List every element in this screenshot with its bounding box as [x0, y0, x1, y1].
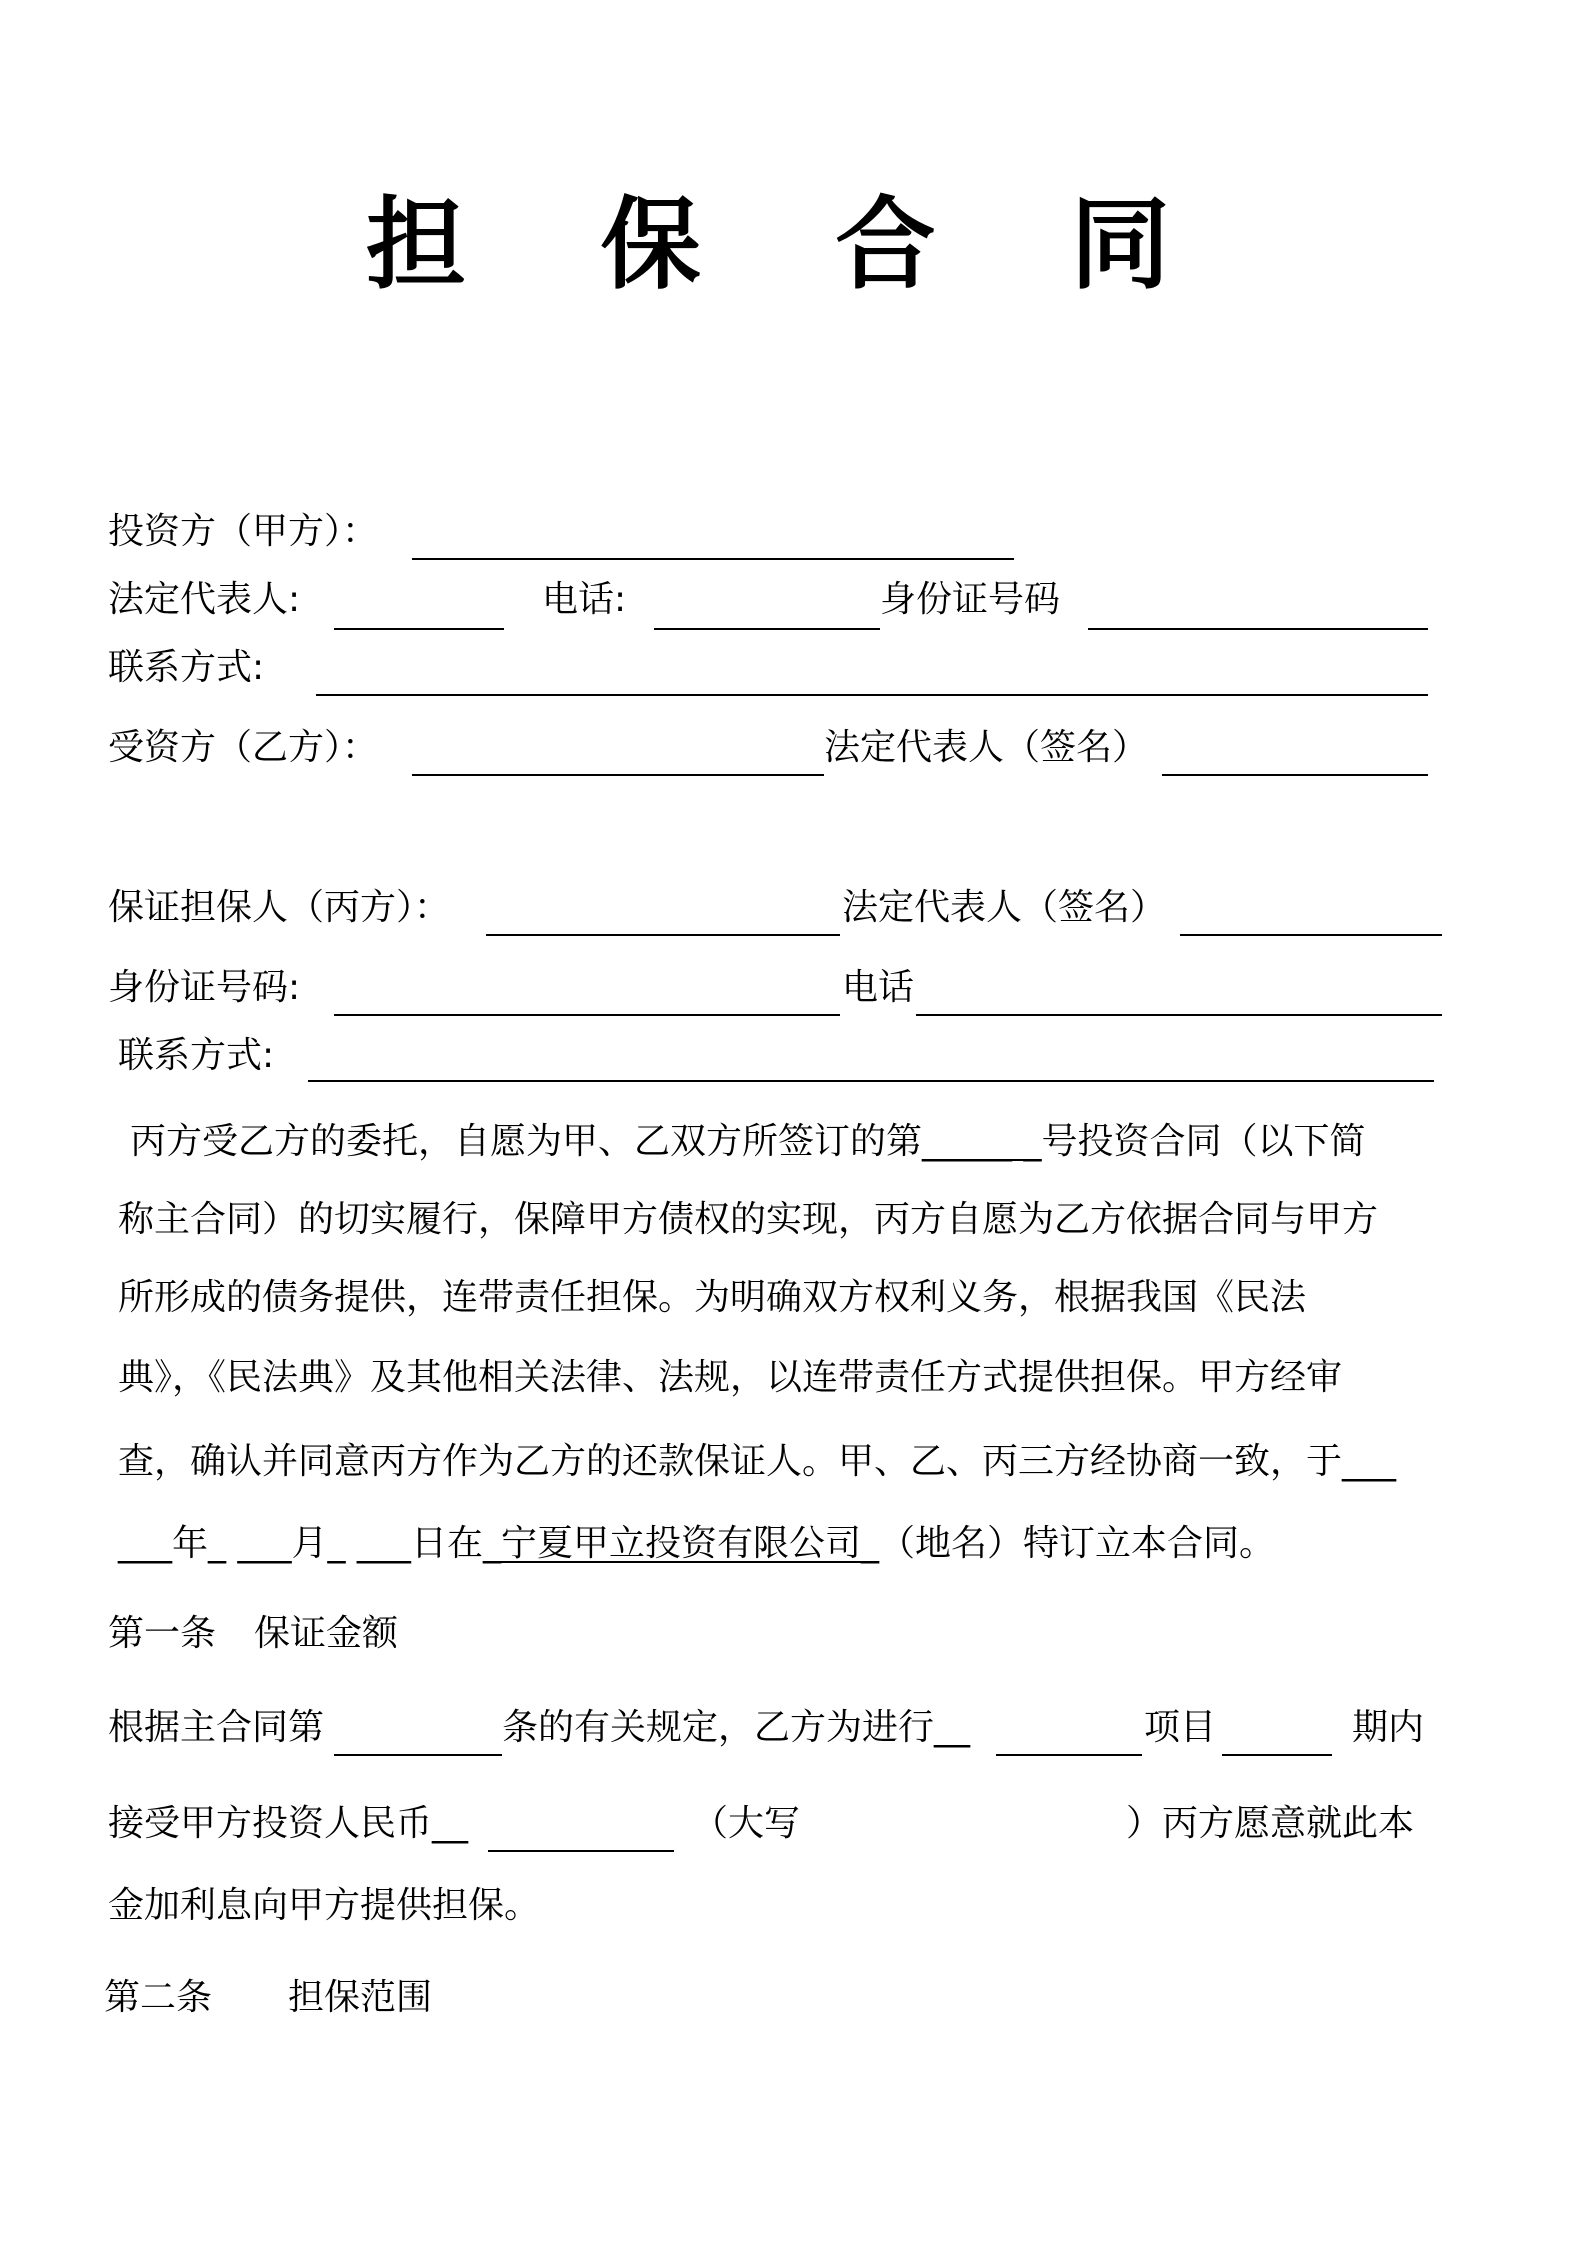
legal-rep-label: 法定代表人: — [108, 579, 301, 620]
article-1-line-2-b: （大写 — [692, 1803, 801, 1844]
contact-label: 联系方式: — [108, 647, 265, 688]
preamble-line-6: ___年_ ___月_ ___日在_宁夏甲立投资有限公司_（地名）特订立本合同。 — [118, 1523, 1275, 1564]
preamble-line-4: 典》，《民法典》及其他相关法律、法规，以连带责任方式提供担保。甲方经审 — [118, 1357, 1343, 1398]
id-number-label: 身份证号码 — [880, 579, 1061, 620]
article-1-line-1-b: 条的有关规定，乙方为进行__ — [502, 1707, 971, 1748]
legal-rep-field[interactable] — [334, 628, 504, 630]
phone-field[interactable] — [654, 628, 880, 630]
amount-field[interactable] — [488, 1850, 674, 1852]
recipient-rep-label: 法定代表人（签名） — [824, 727, 1149, 768]
guarantor-rep-label: 法定代表人（签名） — [842, 887, 1167, 928]
investor-name-field[interactable] — [412, 558, 1014, 560]
guarantor-phone-field[interactable] — [916, 1014, 1442, 1016]
day-blank[interactable]: _ ___ — [327, 1523, 411, 1564]
place-name: _宁夏甲立投资有限公司_ — [482, 1523, 879, 1564]
article-1-line-1-d: 期内 — [1352, 1707, 1425, 1748]
article-1-line-3: 金加利息向甲方提供担保。 — [108, 1885, 541, 1926]
article-number-field[interactable] — [334, 1754, 502, 1756]
preamble-line-2: 称主合同）的切实履行，保障甲方债权的实现，丙方自愿为乙方依据合同与甲方 — [118, 1199, 1379, 1240]
year-blank[interactable]: ___ — [118, 1523, 172, 1564]
guarantor-name-field[interactable] — [486, 934, 840, 936]
period-field[interactable] — [1222, 1754, 1332, 1756]
guarantor-rep-field[interactable] — [1180, 934, 1442, 936]
article-1-line-2-a: 接受甲方投资人民币__ — [108, 1803, 469, 1844]
guarantor-id-label: 身份证号码: — [108, 967, 301, 1008]
article-2-heading: 第二条 担保范围 — [104, 1977, 433, 2018]
article-1-heading: 第一条 保证金额 — [108, 1613, 399, 1654]
guarantor-label: 保证担保人（丙方）： — [108, 887, 451, 928]
contact-field[interactable] — [316, 694, 1428, 696]
month-blank[interactable]: _ ___ — [208, 1523, 292, 1564]
article-1-line-2-c: ）丙方愿意就此本 — [1126, 1803, 1415, 1844]
guarantor-contact-label: 联系方式: — [118, 1035, 275, 1076]
article-1-line-1-c: 项目 — [1144, 1707, 1217, 1748]
preamble-line-5: 查，确认并同意丙方作为乙方的还款保证人。甲、乙、丙三方经协商一致，于___ — [118, 1441, 1397, 1482]
article-1-line-1-a: 根据主合同第 — [108, 1707, 325, 1748]
guarantor-id-field[interactable] — [334, 1014, 840, 1016]
preamble-line-1: 丙方受乙方的委托，自愿为甲、乙双方所签订的第_____ _号投资合同（以下简 — [130, 1121, 1366, 1162]
phone-label: 电话: — [542, 579, 627, 620]
project-name-field[interactable] — [996, 1754, 1142, 1756]
recipient-rep-field[interactable] — [1162, 774, 1428, 776]
investor-label: 投资方（甲方）： — [108, 511, 379, 552]
recipient-label: 受资方（乙方）： — [108, 727, 379, 768]
guarantor-phone-label: 电话 — [842, 967, 915, 1008]
guarantor-contact-field[interactable] — [308, 1080, 1434, 1082]
recipient-name-field[interactable] — [412, 774, 824, 776]
page-title: 担 保 合 同 — [365, 186, 1221, 303]
id-number-field[interactable] — [1088, 628, 1428, 630]
preamble-line-3: 所形成的债务提供，连带责任担保。为明确双方权利义务，根据我国《民法 — [118, 1277, 1307, 1318]
contract-number-blank[interactable]: _____ _ — [922, 1121, 1042, 1162]
